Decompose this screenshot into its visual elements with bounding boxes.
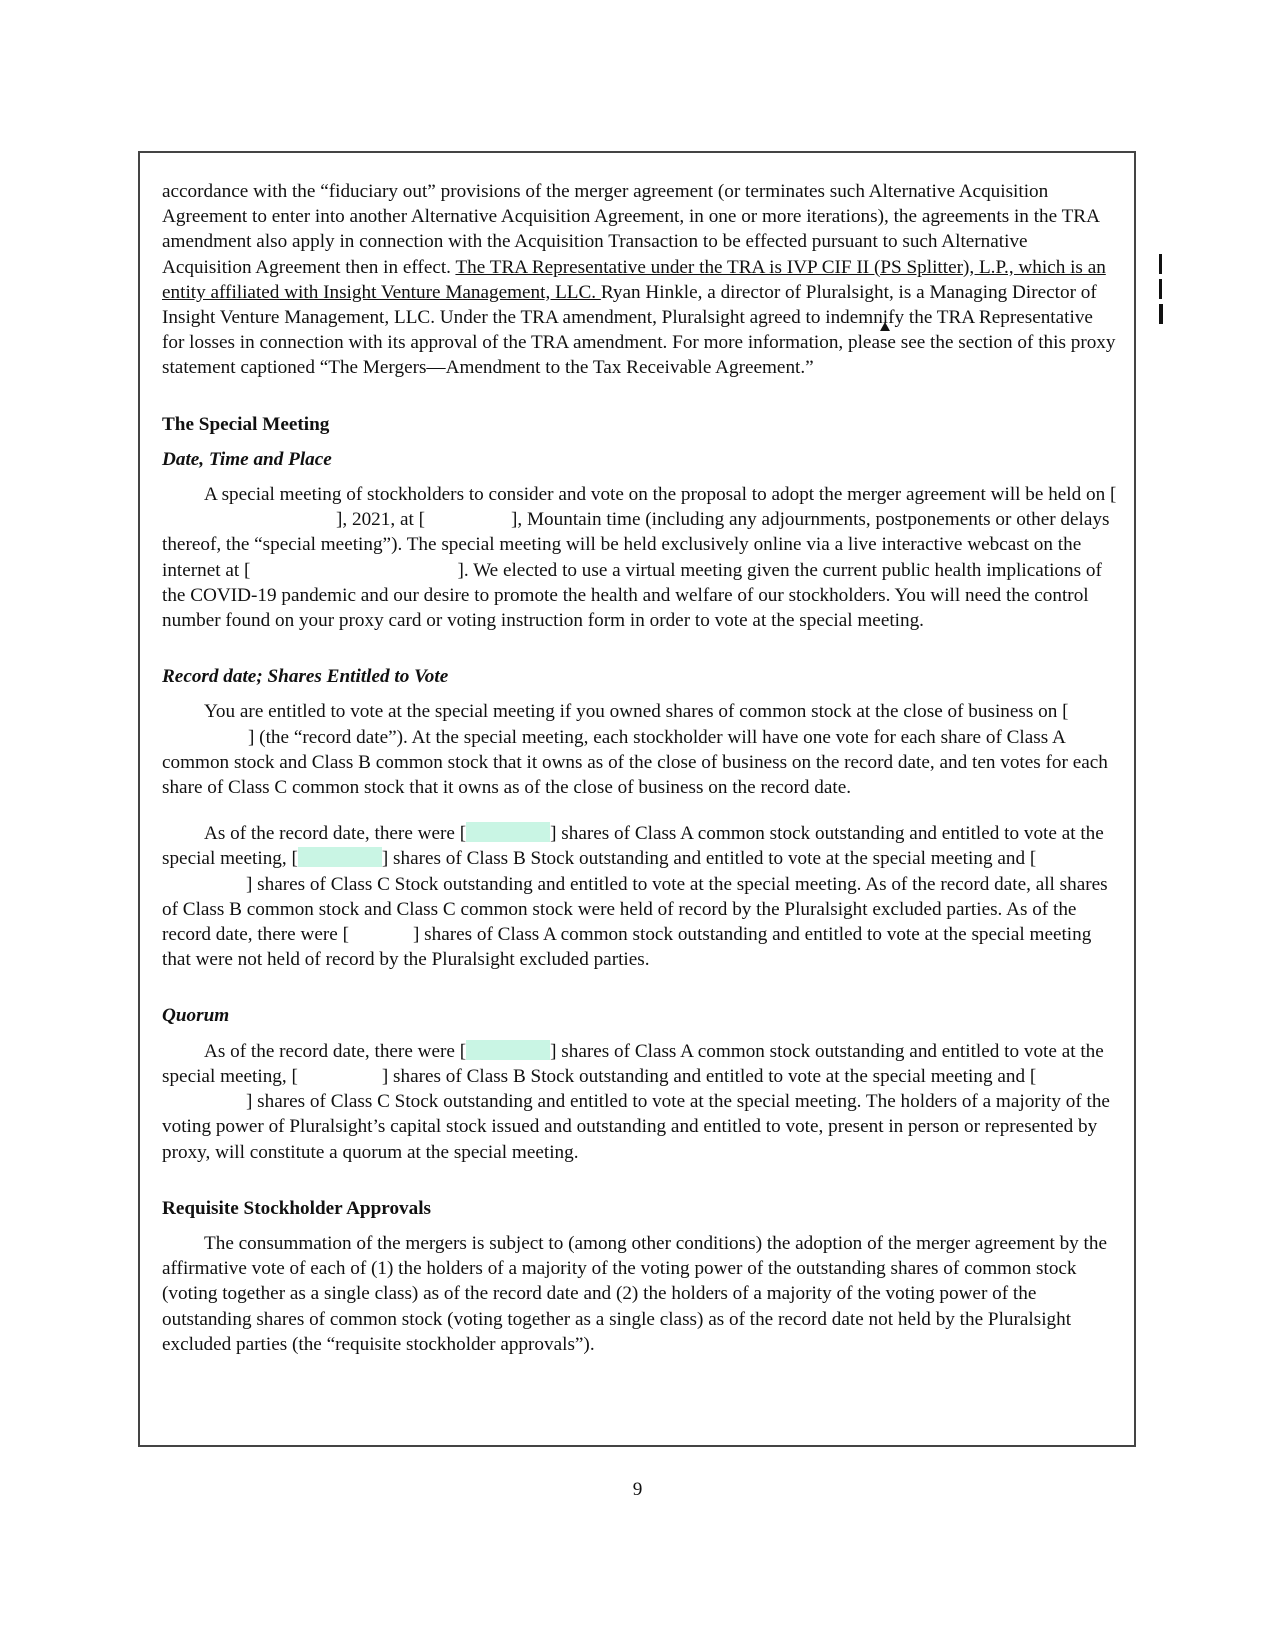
blank-field bbox=[298, 1065, 382, 1085]
intro-paragraph bbox=[162, 179, 1120, 381]
paragraph-text: ], Mountain time (including any adjournments, postponements or other delays thereof, the “special meeting”). The special meeting will be held exclusively online via a live interactive webcast on the internet at [ bbox=[162, 509, 1110, 581]
highlighted-blank-field bbox=[466, 1040, 550, 1060]
paragraph-text: ] shares of Class A common stock outstanding and entitled to vote at the special meeting, [ bbox=[162, 1040, 1104, 1087]
subheading-date-time-place: Date, Time and Place bbox=[162, 448, 332, 470]
highlighted-blank-field bbox=[466, 822, 550, 842]
blank-field bbox=[250, 559, 457, 579]
change-bar bbox=[1159, 254, 1162, 274]
paragraph-text: You are entitled to vote at the special meeting if you owned shares of common stock at the close of business on [ bbox=[204, 701, 1069, 723]
paragraph-text: ] shares of Class B Stock outstanding and entitled to vote at the special meeting and [ bbox=[381, 1065, 1037, 1087]
subheading-record-date: Record date; Shares Entitled to Vote bbox=[162, 666, 449, 688]
blank-field bbox=[349, 923, 413, 943]
paragraph-text: As of the record date, there were [ bbox=[204, 1040, 467, 1062]
approvals-paragraph: The consummation of the mergers is subject to (among other conditions) the adoption of the merger agreement by the affirmative vote of each of (1) the holders of a majority of the voting power of the outstanding shares of common stock (voting together as a single class) as of the record date and (2) the holders of a majority of the voting power of the outstanding shares of common stock (voting together as a single class) as of the record date not held by the Pluralsight excluded parties (the “requisite stockholder approvals”). bbox=[162, 1232, 1107, 1355]
change-bar bbox=[1159, 279, 1162, 299]
section-heading-special-meeting: The Special Meeting bbox=[162, 413, 330, 435]
intro-text: accordance with the “fiduciary out” provisions of the merger agreement (or terminates such Alternative Acquisition Agreement to enter into another Alternative Acquisition Agreement, in one or more iterations), the agreements in the TRA amendment also apply in connection with the Acquisition Transaction to be effected pursuant to such Alternative Acquisition Agreement then in effect. bbox=[162, 181, 1099, 278]
intro-text-end: Ryan Hinkle, a director of Pluralsight, is a Managing Director of Insight Venture Management, LLC. Under the TRA amendment, Pluralsight agreed to indemnify the TRA Representative for losses in connection with its approval of the TRA amendment. For more information, please see the section of this proxy statement captioned “The Mergers—Amendment to the Tax Receivable Agreement.” bbox=[162, 281, 1116, 379]
change-bar bbox=[1159, 304, 1163, 324]
section-heading-requisite-approvals: Requisite Stockholder Approvals bbox=[162, 1197, 432, 1219]
paragraph-text: ], 2021, at [ bbox=[336, 509, 425, 531]
highlighted-blank-field bbox=[298, 847, 382, 867]
blank-field bbox=[162, 873, 246, 893]
paragraph-text: ]. We elected to use a virtual meeting given the current public health implications of the COVID-19 pandemic and our desire to promote the health and welfare of our stockholders. You will need the control number found on your proxy card or voting instruction form in order to vote at the special meeting. bbox=[162, 559, 1102, 632]
quorum-paragraph bbox=[162, 1039, 1120, 1165]
paragraph-text: ] shares of Class A common stock outstanding and entitled to vote at the special meeting that were not held of record by the Pluralsight excluded parties. bbox=[162, 924, 1092, 971]
paragraph-text: ] shares of Class C Stock outstanding and entitled to vote at the special meeting. The holders of a majority of the voting power of Pluralsight’s capital stock issued and outstanding and entitled to vote, present in person or represented by proxy, will constitute a quorum at the special meeting. bbox=[162, 1091, 1110, 1163]
subheading-quorum: Quorum bbox=[162, 1005, 230, 1027]
paragraph-text: ] shares of Class C Stock outstanding and entitled to vote at the special meeting. As of the record date, all shares of Class B common stock and Class C common stock were held of record by the Pluralsight excluded parties. As of the record date, there were [ bbox=[162, 873, 1108, 946]
paragraph-text: As of the record date, there were [ bbox=[204, 823, 467, 845]
special-meeting-paragraph bbox=[162, 482, 1120, 633]
intro-underlined-text: The TRA Representative under the TRA is IVP CIF II (PS Splitter), L.P., which is an entity affiliated with Insight Venture Management, LLC. bbox=[162, 256, 1106, 303]
shares-outstanding-paragraph bbox=[162, 821, 1120, 972]
page-number: 9 bbox=[632, 1479, 643, 1500]
paragraph-text: ] shares of Class B Stock outstanding and entitled to vote at the special meeting and [ bbox=[381, 848, 1037, 870]
paragraph-text: ] shares of Class A common stock outstanding and entitled to vote at the special meeting, [ bbox=[162, 823, 1104, 870]
blank-field bbox=[162, 1090, 246, 1110]
paragraph-text: ] (the “record date”). At the special meeting, each stockholder will have one vote for each share of Class A common stock and Class B common stock that it owns as of the close of business on the record date, and ten votes for each share of Class C common stock that it owns as of the close of business on the record date. bbox=[162, 726, 1108, 799]
document-body bbox=[162, 179, 1120, 1357]
blank-field bbox=[162, 508, 336, 528]
record-date-paragraph bbox=[162, 699, 1120, 800]
blank-field bbox=[425, 508, 511, 528]
blank-field bbox=[162, 726, 248, 746]
paragraph-text: A special meeting of stockholders to consider and vote on the proposal to adopt the merger agreement will be held on [ bbox=[204, 484, 1117, 506]
